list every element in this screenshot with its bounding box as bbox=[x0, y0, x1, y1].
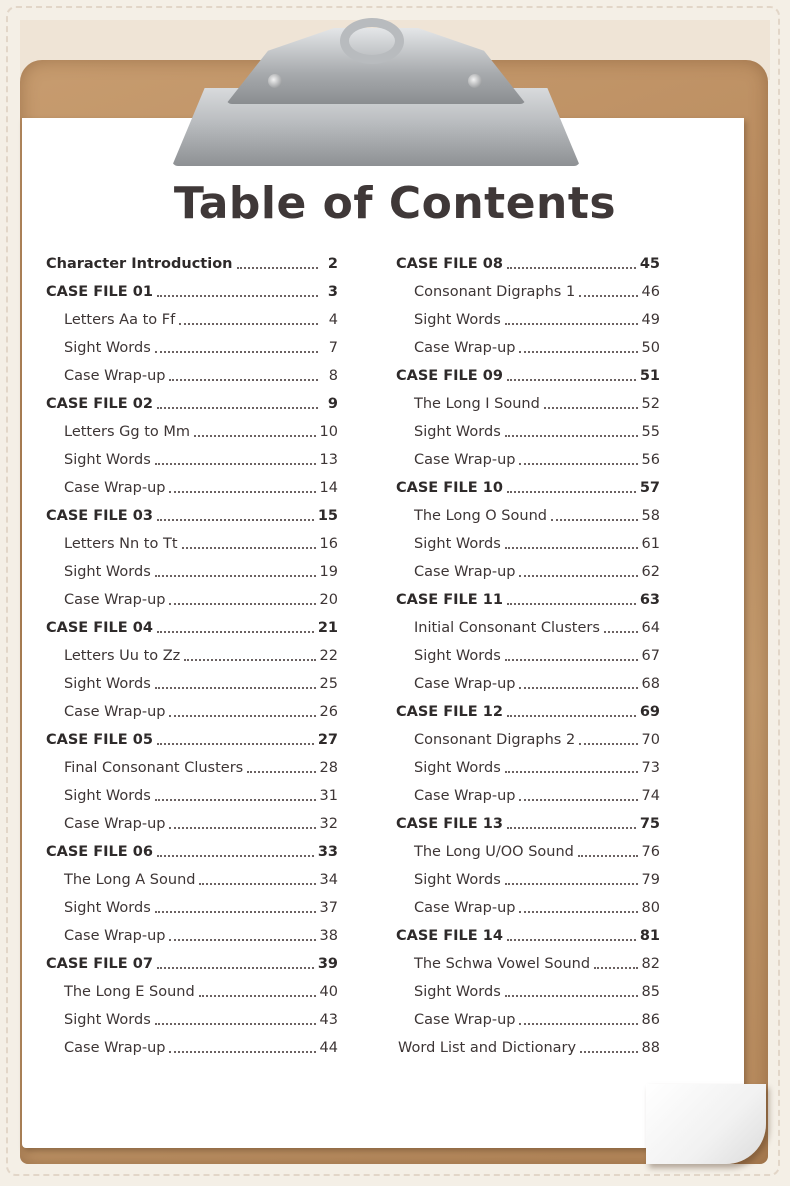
toc-entry-label: CASE FILE 04 bbox=[46, 620, 153, 636]
toc-entry[interactable] bbox=[46, 922, 338, 950]
toc-entry[interactable] bbox=[46, 1006, 338, 1034]
clip-ring-icon bbox=[340, 18, 404, 64]
toc-entry-page: 57 bbox=[639, 480, 660, 496]
leader-dots bbox=[505, 995, 638, 997]
toc-entry[interactable] bbox=[396, 810, 660, 838]
leader-dots bbox=[519, 687, 637, 689]
toc-entry-page: 8 bbox=[328, 368, 338, 384]
toc-entry[interactable] bbox=[396, 894, 660, 922]
leader-dots bbox=[155, 463, 316, 465]
toc-entry[interactable] bbox=[396, 306, 660, 334]
toc-entry[interactable] bbox=[396, 782, 660, 810]
toc-entry[interactable] bbox=[46, 866, 338, 894]
leader-dots bbox=[519, 1023, 637, 1025]
toc-entry-label: CASE FILE 03 bbox=[46, 508, 153, 524]
toc-entry-label: Sight Words bbox=[64, 788, 151, 804]
toc-entry-label: Case Wrap-up bbox=[414, 564, 516, 580]
toc-entry-page: 33 bbox=[317, 844, 338, 860]
toc-entry-label: Initial Consonant Clusters bbox=[414, 620, 600, 636]
toc-entry[interactable] bbox=[46, 586, 338, 614]
leader-dots bbox=[169, 1051, 315, 1053]
toc-entry-label: CASE FILE 08 bbox=[396, 256, 503, 272]
toc-entry[interactable] bbox=[46, 894, 338, 922]
leader-dots bbox=[169, 603, 315, 605]
toc-entry-label: Sight Words bbox=[414, 984, 501, 1000]
leader-dots bbox=[155, 575, 316, 577]
toc-entry-page: 39 bbox=[317, 956, 338, 972]
toc-entry-label: The Long A Sound bbox=[64, 872, 196, 888]
toc-entry-page: 75 bbox=[639, 816, 660, 832]
toc-entry-page: 85 bbox=[641, 984, 660, 1000]
leader-dots bbox=[157, 855, 314, 857]
toc-entry[interactable] bbox=[46, 502, 338, 530]
leader-dots bbox=[155, 351, 318, 353]
toc-entry-label: Case Wrap-up bbox=[414, 900, 516, 916]
toc-entry-page: 15 bbox=[317, 508, 338, 524]
leader-dots bbox=[507, 603, 636, 605]
toc-entry-label: Case Wrap-up bbox=[414, 452, 516, 468]
leader-dots bbox=[157, 631, 314, 633]
toc-entry-page: 20 bbox=[319, 592, 338, 608]
leader-dots bbox=[169, 379, 318, 381]
leader-dots bbox=[155, 911, 316, 913]
toc-entry[interactable] bbox=[396, 670, 660, 698]
toc-entry-page: 62 bbox=[641, 564, 660, 580]
leader-dots bbox=[179, 323, 318, 325]
toc-left-column bbox=[46, 250, 338, 1062]
leader-dots bbox=[184, 659, 315, 661]
toc-entry-page: 45 bbox=[639, 256, 660, 272]
toc-entry[interactable] bbox=[46, 726, 338, 754]
toc-entry-label: The Long E Sound bbox=[64, 984, 195, 1000]
toc-entry-page: 38 bbox=[319, 928, 338, 944]
toc-entry-label: Case Wrap-up bbox=[414, 1012, 516, 1028]
toc-entry[interactable] bbox=[396, 1006, 660, 1034]
toc-entry-label: Sight Words bbox=[64, 340, 151, 356]
toc-entry[interactable] bbox=[396, 838, 660, 866]
toc-entry-label: Sight Words bbox=[64, 676, 151, 692]
toc-right-column bbox=[396, 250, 660, 1062]
leader-dots bbox=[519, 463, 637, 465]
toc-entry-page: 58 bbox=[641, 508, 660, 524]
leader-dots bbox=[519, 799, 637, 801]
toc-entry-label: Consonant Digraphs 1 bbox=[414, 284, 576, 300]
toc-entry-page: 82 bbox=[641, 956, 660, 972]
toc-entry-page: 50 bbox=[641, 340, 660, 356]
toc-entry-label: Sight Words bbox=[64, 564, 151, 580]
toc-entry-page: 43 bbox=[319, 1012, 338, 1028]
toc-entry-label: CASE FILE 01 bbox=[46, 284, 153, 300]
toc-entry-page: 81 bbox=[639, 928, 660, 944]
toc-entry[interactable] bbox=[396, 418, 660, 446]
toc-entry[interactable] bbox=[46, 670, 338, 698]
toc-entry-page: 16 bbox=[319, 536, 338, 552]
leader-dots bbox=[157, 295, 318, 297]
toc-entry-page: 86 bbox=[641, 1012, 660, 1028]
toc-entry-label: CASE FILE 11 bbox=[396, 592, 503, 608]
toc-entry-label: Sight Words bbox=[414, 648, 501, 664]
toc-entry-label: The Long U/OO Sound bbox=[414, 844, 574, 860]
toc-entry[interactable] bbox=[396, 950, 660, 978]
toc-entry-label: Sight Words bbox=[414, 760, 501, 776]
toc-entry-label: Case Wrap-up bbox=[414, 340, 516, 356]
leader-dots bbox=[199, 883, 315, 885]
toc-entry-page: 63 bbox=[639, 592, 660, 608]
toc-entry-label: CASE FILE 05 bbox=[46, 732, 153, 748]
toc-entry[interactable] bbox=[396, 726, 660, 754]
toc-entry-page: 76 bbox=[641, 844, 660, 860]
toc-entry-page: 34 bbox=[319, 872, 338, 888]
toc-entry[interactable] bbox=[46, 810, 338, 838]
leader-dots bbox=[505, 883, 638, 885]
leader-dots bbox=[505, 435, 638, 437]
toc-entry[interactable] bbox=[46, 558, 338, 586]
leader-dots bbox=[157, 967, 314, 969]
toc-entry-label: Character Introduction bbox=[46, 256, 233, 272]
toc-entry-page: 56 bbox=[641, 452, 660, 468]
leader-dots bbox=[157, 519, 314, 521]
toc-entry-label: Case Wrap-up bbox=[64, 816, 166, 832]
toc-entry[interactable] bbox=[46, 306, 338, 334]
toc-entry-label: Case Wrap-up bbox=[64, 592, 166, 608]
toc-entry-page: 74 bbox=[641, 788, 660, 804]
toc-entry-page: 67 bbox=[641, 648, 660, 664]
leader-dots bbox=[505, 323, 638, 325]
toc-entry-label: Sight Words bbox=[64, 452, 151, 468]
toc-entry-page: 68 bbox=[641, 676, 660, 692]
toc-entry[interactable] bbox=[396, 866, 660, 894]
toc-entry-label: Case Wrap-up bbox=[64, 368, 166, 384]
leader-dots bbox=[579, 295, 637, 297]
toc-entry-page: 10 bbox=[319, 424, 338, 440]
leader-dots bbox=[505, 771, 638, 773]
toc-entry-page: 40 bbox=[319, 984, 338, 1000]
toc-entry-label: Final Consonant Clusters bbox=[64, 760, 244, 776]
toc-entry-page: 32 bbox=[319, 816, 338, 832]
leader-dots bbox=[507, 267, 636, 269]
toc-entry-page: 79 bbox=[641, 872, 660, 888]
rivet-icon bbox=[468, 74, 482, 88]
toc-entry[interactable] bbox=[396, 978, 660, 1006]
toc-entry[interactable] bbox=[46, 754, 338, 782]
toc-entry-page: 61 bbox=[641, 536, 660, 552]
toc-entry-label: The Long O Sound bbox=[414, 508, 547, 524]
toc-entry-label: Letters Nn to Tt bbox=[64, 536, 178, 552]
toc-entry[interactable] bbox=[396, 390, 660, 418]
leader-dots bbox=[505, 547, 638, 549]
leader-dots bbox=[169, 827, 315, 829]
toc-entry-page: 21 bbox=[317, 620, 338, 636]
toc-entry-page: 14 bbox=[319, 480, 338, 496]
toc-entry[interactable] bbox=[46, 950, 338, 978]
toc-entry[interactable] bbox=[396, 362, 660, 390]
toc-entry[interactable] bbox=[396, 502, 660, 530]
paper-curl bbox=[646, 1084, 766, 1164]
toc-entry-label: Case Wrap-up bbox=[64, 704, 166, 720]
toc-entry-page: 19 bbox=[319, 564, 338, 580]
leader-dots bbox=[247, 771, 315, 773]
toc-entry-page: 31 bbox=[319, 788, 338, 804]
leader-dots bbox=[579, 743, 637, 745]
toc-entry-page: 70 bbox=[641, 732, 660, 748]
toc-entry-page: 80 bbox=[641, 900, 660, 916]
leader-dots bbox=[155, 1023, 316, 1025]
leader-dots bbox=[551, 519, 638, 521]
toc-entry[interactable] bbox=[396, 446, 660, 474]
toc-entry[interactable] bbox=[396, 474, 660, 502]
toc-entry-label: CASE FILE 12 bbox=[396, 704, 503, 720]
toc-entry-label: Case Wrap-up bbox=[414, 788, 516, 804]
leader-dots bbox=[155, 799, 316, 801]
toc-entry-page: 9 bbox=[327, 396, 338, 412]
toc-entry-label: Case Wrap-up bbox=[64, 928, 166, 944]
toc-entry-page: 28 bbox=[319, 760, 338, 776]
toc-entry-label: Letters Aa to Ff bbox=[64, 312, 176, 328]
toc-entry[interactable] bbox=[396, 922, 660, 950]
toc-entry[interactable] bbox=[46, 614, 338, 642]
leader-dots bbox=[604, 631, 638, 633]
toc-entry[interactable] bbox=[396, 278, 660, 306]
toc-entry[interactable] bbox=[46, 838, 338, 866]
leader-dots bbox=[237, 267, 319, 269]
toc-entry[interactable] bbox=[46, 698, 338, 726]
toc-entry[interactable] bbox=[46, 362, 338, 390]
toc-entry-label: Sight Words bbox=[414, 872, 501, 888]
toc-entry-page: 46 bbox=[641, 284, 660, 300]
toc-entry-label: Letters Gg to Mm bbox=[64, 424, 191, 440]
toc-entry-page: 7 bbox=[328, 340, 338, 356]
toc-entry-label: The Long I Sound bbox=[414, 396, 540, 412]
toc-entry[interactable] bbox=[396, 530, 660, 558]
toc-entry-page: 55 bbox=[641, 424, 660, 440]
toc-entry[interactable] bbox=[46, 334, 338, 362]
rivet-icon bbox=[268, 74, 282, 88]
leader-dots bbox=[519, 575, 637, 577]
toc-entry-label: Sight Words bbox=[414, 312, 501, 328]
leader-dots bbox=[594, 967, 638, 969]
toc-entry[interactable] bbox=[46, 530, 338, 558]
leader-dots bbox=[199, 995, 316, 997]
toc-entry[interactable] bbox=[46, 978, 338, 1006]
toc-entry-label: Sight Words bbox=[414, 536, 501, 552]
toc-entry-page: 69 bbox=[639, 704, 660, 720]
leader-dots bbox=[169, 715, 315, 717]
toc-entry-page: 13 bbox=[319, 452, 338, 468]
toc-entry-label: Case Wrap-up bbox=[64, 1040, 166, 1056]
leader-dots bbox=[194, 435, 316, 437]
toc-entry[interactable] bbox=[46, 418, 338, 446]
toc-entry-page: 25 bbox=[319, 676, 338, 692]
leader-dots bbox=[519, 351, 637, 353]
toc-entry[interactable] bbox=[396, 586, 660, 614]
toc-entry[interactable] bbox=[46, 1034, 338, 1062]
toc-entry[interactable] bbox=[46, 782, 338, 810]
leader-dots bbox=[169, 939, 315, 941]
leader-dots bbox=[578, 855, 638, 857]
toc-entry-label: Sight Words bbox=[414, 424, 501, 440]
toc-entry[interactable] bbox=[396, 698, 660, 726]
toc-entry[interactable] bbox=[46, 390, 338, 418]
leader-dots bbox=[505, 659, 638, 661]
leader-dots bbox=[544, 407, 638, 409]
toc-entry[interactable] bbox=[396, 642, 660, 670]
toc-entry-page: 49 bbox=[641, 312, 660, 328]
leader-dots bbox=[157, 743, 314, 745]
toc-entry-page: 22 bbox=[319, 648, 338, 664]
toc-entry-label: Consonant Digraphs 2 bbox=[414, 732, 576, 748]
toc-entry-page: 3 bbox=[327, 284, 338, 300]
toc-entry-label: CASE FILE 13 bbox=[396, 816, 503, 832]
toc-entry-label: CASE FILE 09 bbox=[396, 368, 503, 384]
leader-dots bbox=[155, 687, 316, 689]
toc-entry[interactable] bbox=[396, 250, 660, 278]
leader-dots bbox=[507, 491, 636, 493]
leader-dots bbox=[519, 911, 637, 913]
leader-dots bbox=[507, 939, 636, 941]
toc-entry-page: 4 bbox=[328, 312, 338, 328]
leader-dots bbox=[507, 715, 636, 717]
toc-entry-label: Case Wrap-up bbox=[64, 480, 166, 496]
toc-entry-label: CASE FILE 10 bbox=[396, 480, 503, 496]
toc-entry-page: 26 bbox=[319, 704, 338, 720]
toc-entry[interactable] bbox=[396, 334, 660, 362]
toc-entry-label: The Schwa Vowel Sound bbox=[414, 956, 591, 972]
toc-entry-page: 88 bbox=[641, 1040, 660, 1056]
toc-entry-label: Sight Words bbox=[64, 900, 151, 916]
toc-entry-label: CASE FILE 14 bbox=[396, 928, 503, 944]
toc-entry[interactable] bbox=[396, 558, 660, 586]
toc-entry-label: CASE FILE 07 bbox=[46, 956, 153, 972]
toc-entry[interactable] bbox=[46, 474, 338, 502]
toc-entry-label: CASE FILE 02 bbox=[46, 396, 153, 412]
toc-entry-page: 52 bbox=[641, 396, 660, 412]
toc-entry-label: Letters Uu to Zz bbox=[64, 648, 181, 664]
toc-entry-label: Sight Words bbox=[64, 1012, 151, 1028]
toc-entry[interactable] bbox=[396, 1034, 660, 1062]
toc-entry[interactable] bbox=[46, 642, 338, 670]
leader-dots bbox=[507, 827, 636, 829]
leader-dots bbox=[182, 547, 316, 549]
toc-entry[interactable] bbox=[46, 250, 338, 278]
leader-dots bbox=[169, 491, 315, 493]
toc-entry-page: 27 bbox=[317, 732, 338, 748]
page-title: Table of Contents bbox=[173, 178, 617, 229]
toc-entry-label: Case Wrap-up bbox=[414, 676, 516, 692]
toc-entry-label: Word List and Dictionary bbox=[398, 1040, 577, 1056]
leader-dots bbox=[507, 379, 636, 381]
leader-dots bbox=[157, 407, 318, 409]
toc-entry-page: 51 bbox=[639, 368, 660, 384]
toc-entry-page: 37 bbox=[319, 900, 338, 916]
toc-entry-label: CASE FILE 06 bbox=[46, 844, 153, 860]
toc-entry-page: 2 bbox=[327, 256, 338, 272]
toc-entry[interactable] bbox=[46, 446, 338, 474]
toc-entry[interactable] bbox=[396, 754, 660, 782]
toc-entry-page: 73 bbox=[641, 760, 660, 776]
leader-dots bbox=[580, 1051, 637, 1053]
toc-entry-page: 44 bbox=[319, 1040, 338, 1056]
toc-entry-page: 64 bbox=[641, 620, 660, 636]
toc-entry[interactable] bbox=[46, 278, 338, 306]
toc-entry[interactable] bbox=[396, 614, 660, 642]
